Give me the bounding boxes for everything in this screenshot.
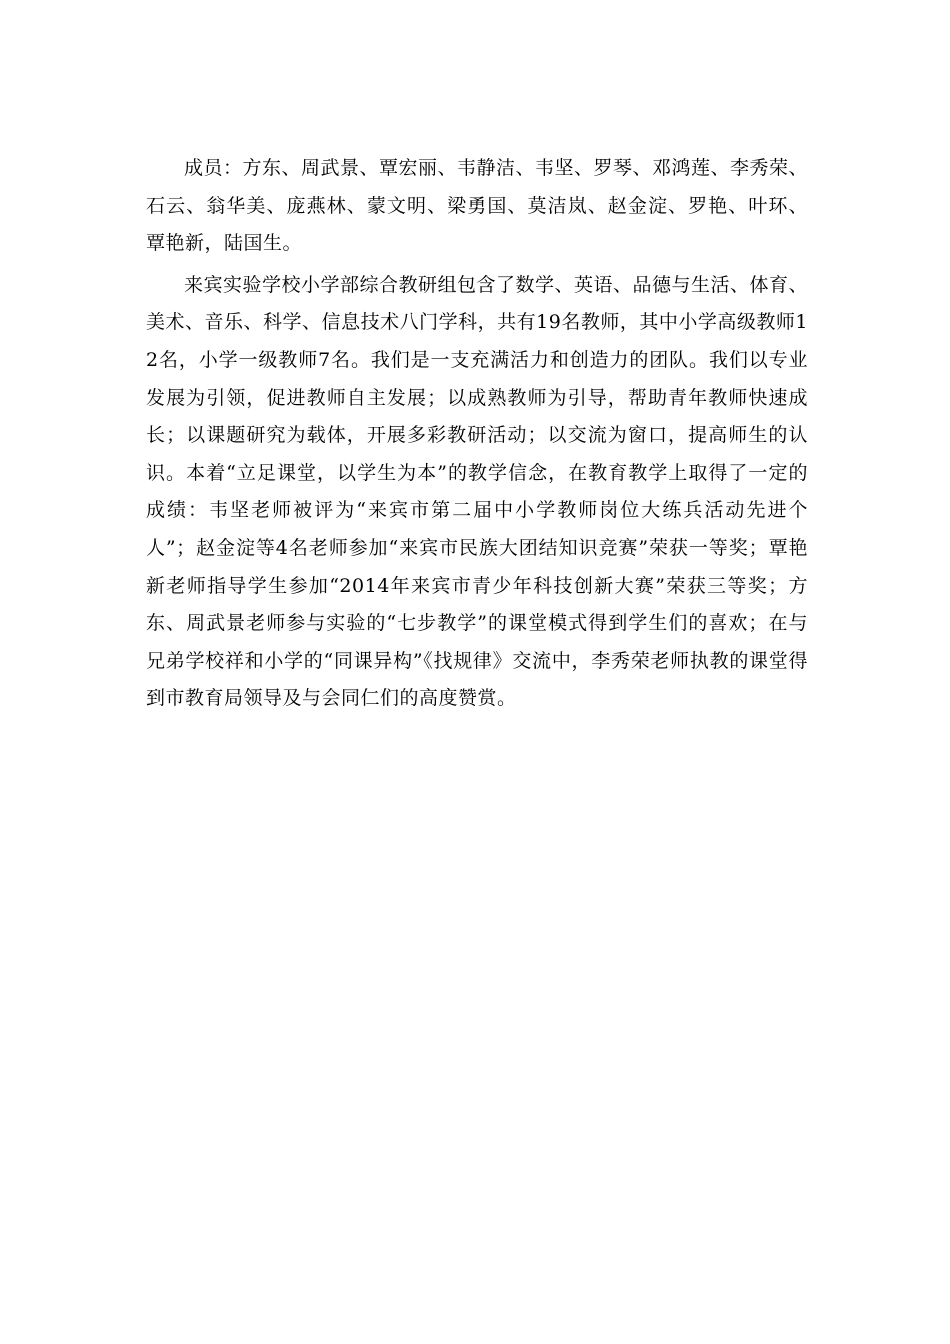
document-body	[146, 150, 808, 718]
group-intro-paragraph: 来宾实验学校小学部综合教研组包含了数学、英语、品德与生活、体育、美术、音乐、科学、信息技术八门学科，共有19名教师，其中小学高级教师12名，小学一级教师7名。我们是一支充满活力和创造力的团队。我们以专业发展为引领，促进教师自主发展；以成熟教师为引导，帮助青年教师快速成长；以课题研究为载体，开展多彩教研活动；以交流为窗口，提高师生的认识。本着“立足课堂，以学生为本”的教学信念，在教育教学上取得了一定的成绩：韦坚老师被评为“来宾市第二届中小学教师岗位大练兵活动先进个人”；赵金淀等4名老师参加“来宾市民族大团结知识竞赛”荣获一等奖；覃艳新老师指导学生参加“2014年来宾市青少年科技创新大赛”荣获三等奖；方东、周武景老师参与实验的“七步教学”的课堂模式得到学生们的喜欢；在与兄弟学校祥和小学的“同课异构”《找规律》交流中，李秀荣老师执教的课堂得到市教育局领导及与会同仁们的高度赞赏。	[146, 273, 809, 710]
members-paragraph: 成员：方东、周武景、覃宏丽、韦静洁、韦坚、罗琴、邓鸿莲、李秀荣、石云、翁华美、庞燕林、蒙文明、梁勇国、莫洁岚、赵金淀、罗艳、叶环、覃艳新，陆国生。	[146, 157, 809, 255]
